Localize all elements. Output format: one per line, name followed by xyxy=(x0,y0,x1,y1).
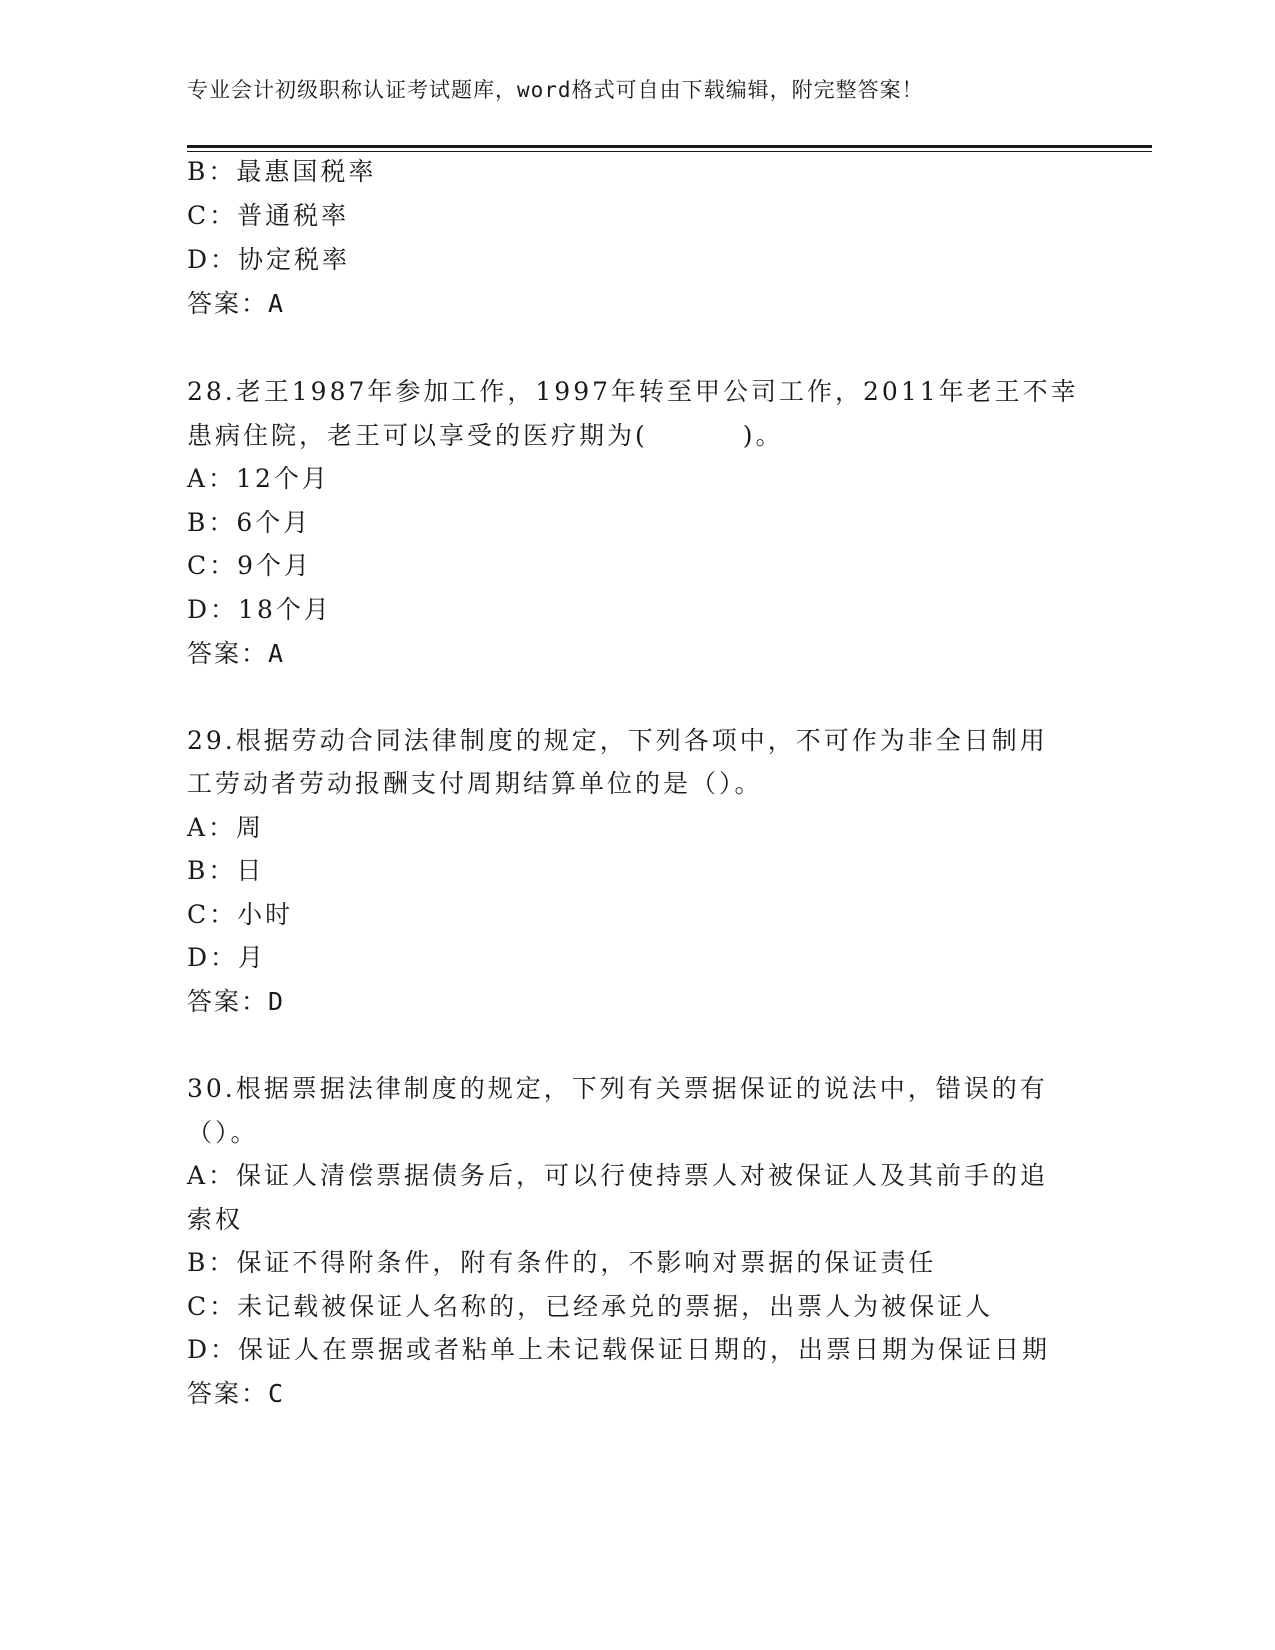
document-header: 专业会计初级职称认证考试题库，word格式可自由下载编辑，附完整答案！ xyxy=(187,78,924,102)
option-b: B：日 xyxy=(187,856,265,885)
answer-label: 答案：A xyxy=(187,639,286,668)
option-b: B：最惠国税率 xyxy=(187,157,377,186)
option-c: C：普通税率 xyxy=(187,201,350,230)
answer-label: 答案：C xyxy=(187,1379,286,1408)
option-b: B：6个月 xyxy=(187,508,312,537)
question-stem-continued: 工劳动者劳动报酬支付周期结算单位的是（）。 xyxy=(187,769,763,798)
option-d: D：18个月 xyxy=(187,595,332,624)
option-b: B：保证不得附条件，附有条件的，不影响对票据的保证责任 xyxy=(187,1248,937,1277)
header-rule-thin xyxy=(187,151,1152,152)
option-a: A：周 xyxy=(187,813,265,842)
option-c: C：9个月 xyxy=(187,551,313,580)
option-a: A：保证人清偿票据债务后，可以行使持票人对被保证人及其前手的追 xyxy=(187,1161,1049,1190)
option-a: A：12个月 xyxy=(187,464,330,493)
answer-label: 答案：A xyxy=(187,289,286,318)
option-a-continued: 索权 xyxy=(187,1205,244,1234)
option-c: C：小时 xyxy=(187,900,294,929)
stem-text: 患病住院，老王可以享受的医疗期为( xyxy=(187,421,648,450)
header-rule-thick xyxy=(187,145,1152,148)
option-d: D：协定税率 xyxy=(187,245,351,274)
option-d: D：保证人在票据或者粘单上未记载保证日期的，出票日期为保证日期 xyxy=(187,1335,1051,1364)
option-c: C：未记载被保证人名称的，已经承兑的票据，出票人为被保证人 xyxy=(187,1292,994,1321)
question-stem: 30.根据票据法律制度的规定，下列有关票据保证的说法中，错误的有 xyxy=(187,1074,1048,1103)
question-stem-continued xyxy=(187,421,784,451)
option-d: D：月 xyxy=(187,943,267,972)
question-stem: 28.老王1987年参加工作，1997年转至甲公司工作，2011年老王不幸 xyxy=(187,377,1079,406)
answer-label: 答案：D xyxy=(187,987,286,1016)
question-stem: 29.根据劳动合同法律制度的规定，下列各项中，不可作为非全日制用 xyxy=(187,726,1048,755)
question-stem-continued: （）。 xyxy=(187,1118,259,1147)
stem-text-end: )。 xyxy=(742,421,784,450)
